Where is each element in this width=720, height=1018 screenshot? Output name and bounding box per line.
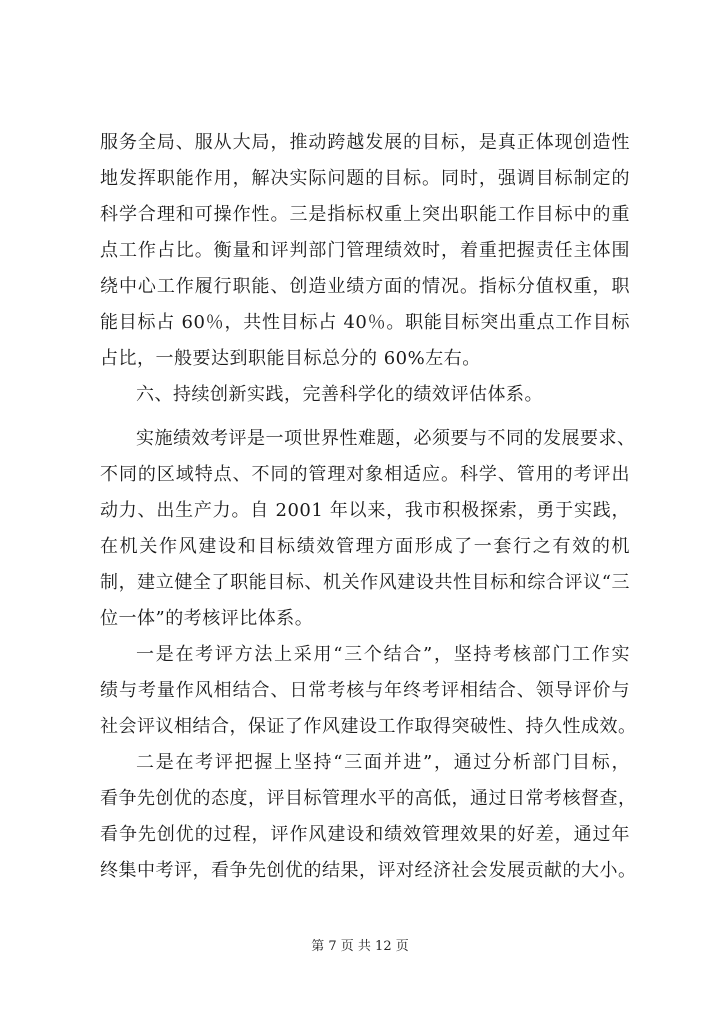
- text-line: 绕中心工作履行职能、创造业绩方面的情况。指标分值权重，职: [100, 276, 630, 297]
- text-line: 在机关作风建设和目标绩效管理方面形成了一套行之有效的机: [100, 536, 630, 557]
- text-line: 科学合理和可操作性。三是指标权重上突出职能工作目标中的重: [100, 204, 630, 225]
- text-line: 一是在考评方法上采用“三个结合”，坚持考核部门工作实: [136, 644, 630, 665]
- text-line: 位一体”的考核评比体系。: [100, 608, 314, 629]
- text-line: 能目标占 60％，共性目标占 40％。职能目标突出重点工作目标: [100, 312, 630, 333]
- text-line: 制，建立健全了职能目标、机关作风建设共性目标和综合评议“三: [100, 572, 630, 593]
- text-line: 动力、出生产力。自 2001 年以来，我市积极探索，勇于实践，: [100, 500, 630, 521]
- text-line: 不同的区域特点、不同的管理对象相适应。科学、管用的考评出: [100, 464, 630, 485]
- text-line: 看争先创优的态度，评目标管理水平的高低，通过日常考核督查，: [100, 788, 637, 809]
- text-line: 绩与考量作风相结合、日常考核与年终考评相结合、领导评价与: [100, 680, 630, 701]
- text-line: 服务全局、服从大局，推动跨越发展的目标，是真正体现创造性: [100, 132, 630, 153]
- text-line: 地发挥职能作用，解决实际问题的目标。同时，强调目标制定的: [100, 168, 630, 189]
- text-line: 看争先创优的过程，评作风建设和绩效管理效果的好差，通过年: [100, 824, 630, 845]
- section-heading-text: 六、持续创新实践，完善科学化的绩效评估体系。: [136, 384, 543, 405]
- text-line: 实施绩效考评是一项世界性难题，必须要与不同的发展要求、: [136, 428, 636, 449]
- section-heading-six: [100, 377, 630, 413]
- paragraph-three-combinations: [100, 637, 637, 745]
- text-line: 占比，一般要达到职能目标总分的 60%左右。: [100, 348, 481, 369]
- page-footer: [0, 935, 720, 954]
- paragraph-evaluation-intro: [100, 421, 636, 637]
- page-number: 第 7 页 共 12 页: [311, 939, 409, 954]
- text-line: 点工作占比。衡量和评判部门管理绩效时，着重把握责任主体围: [100, 240, 630, 261]
- text-line: 二是在考评把握上坚持“三面并进”，通过分析部门目标，: [136, 752, 630, 773]
- text-line: 终集中考评，看争先创优的结果，评对经济社会发展贡献的大小。: [100, 860, 637, 881]
- paragraph-three-aspects: [100, 745, 637, 889]
- paragraph-goal-setting: [100, 125, 630, 377]
- text-line: 社会评议相结合，保证了作风建设工作取得突破性、持久性成效。: [100, 716, 637, 737]
